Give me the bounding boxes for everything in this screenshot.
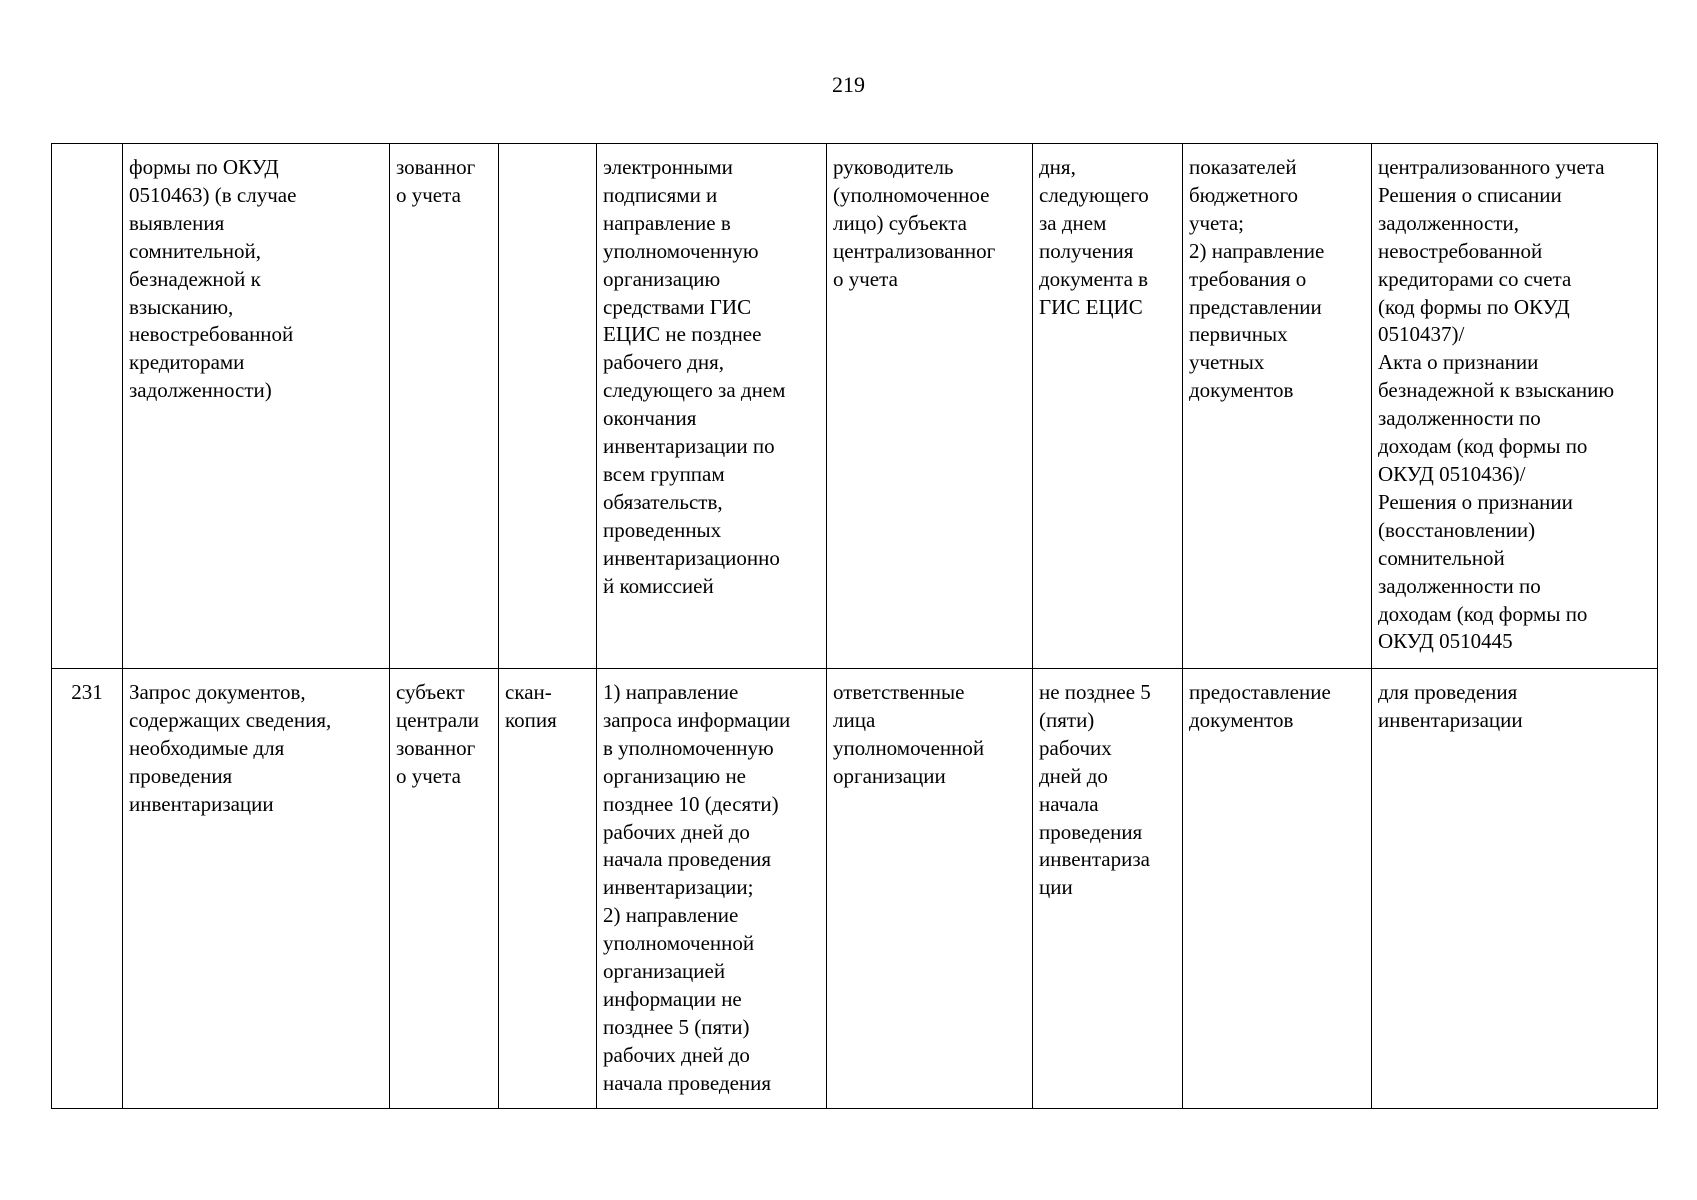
purpose-cell: предоставление документов [1183,669,1372,1109]
deadline-cell: не позднее 5 (пяти) рабочих дней до начала проведения инвентариза ции [1033,669,1183,1109]
deadline-cell: дня, следующего за днем получения документа в ГИС ЕЦИС [1033,144,1183,669]
table-row [52,669,1658,1109]
format-cell [499,144,597,669]
purpose-cell: показателей бюджетного учета; 2) направление требования о представлении первичных учетных документов [1183,144,1372,669]
document-name-cell: Запрос документов, содержащих сведения, необходимые для проведения инвентаризации [123,669,390,1109]
row-number-cell [52,144,123,669]
result-cell: централизованного учета Решения о списании задолженности, невостребованной кредиторами со счета (код формы по ОКУД 0510437)/ Акта о признании безнадежной к взысканию задолженности по доходам (код формы по ОКУД 0510436)/ Решения о признании (восстановлении) сомнительной задолженности по доходам (код формы по ОКУД 0510445 [1372,144,1658,669]
table-row [52,144,1658,669]
document-name-cell: формы по ОКУД 0510463) (в случае выявления сомнительной, безнадежной к взысканию, невостребованной кредиторами задолженности) [123,144,390,669]
page-number: 219 [832,72,865,97]
document-table [51,143,1658,1109]
row-number-cell: 231 [52,669,123,1109]
responsible-cell: ответственные лица уполномоченной организации [827,669,1033,1109]
responsible-cell: руководитель (уполномоченное лицо) субъекта централизованног о учета [827,144,1033,669]
procedure-cell: электронными подписями и направление в уполномоченную организацию средствами ГИС ЕЦИС не позднее рабочего дня, следующего за днем окончания инвентаризации по всем группам обязательств, проведенных инвентаризационно й комиссией [597,144,827,669]
result-cell: для проведения инвентаризации [1372,669,1658,1109]
procedure-cell: 1) направление запроса информации в уполномоченную организацию не позднее 10 (десяти) рабочих дней до начала проведения инвентаризации; 2) направление уполномоченной организацией информации не позднее 5 (пяти) рабочих дней до начала проведения [597,669,827,1109]
format-cell: скан- копия [499,669,597,1109]
creator-cell: субъект централи зованног о учета [390,669,499,1109]
creator-cell: зованног о учета [390,144,499,669]
